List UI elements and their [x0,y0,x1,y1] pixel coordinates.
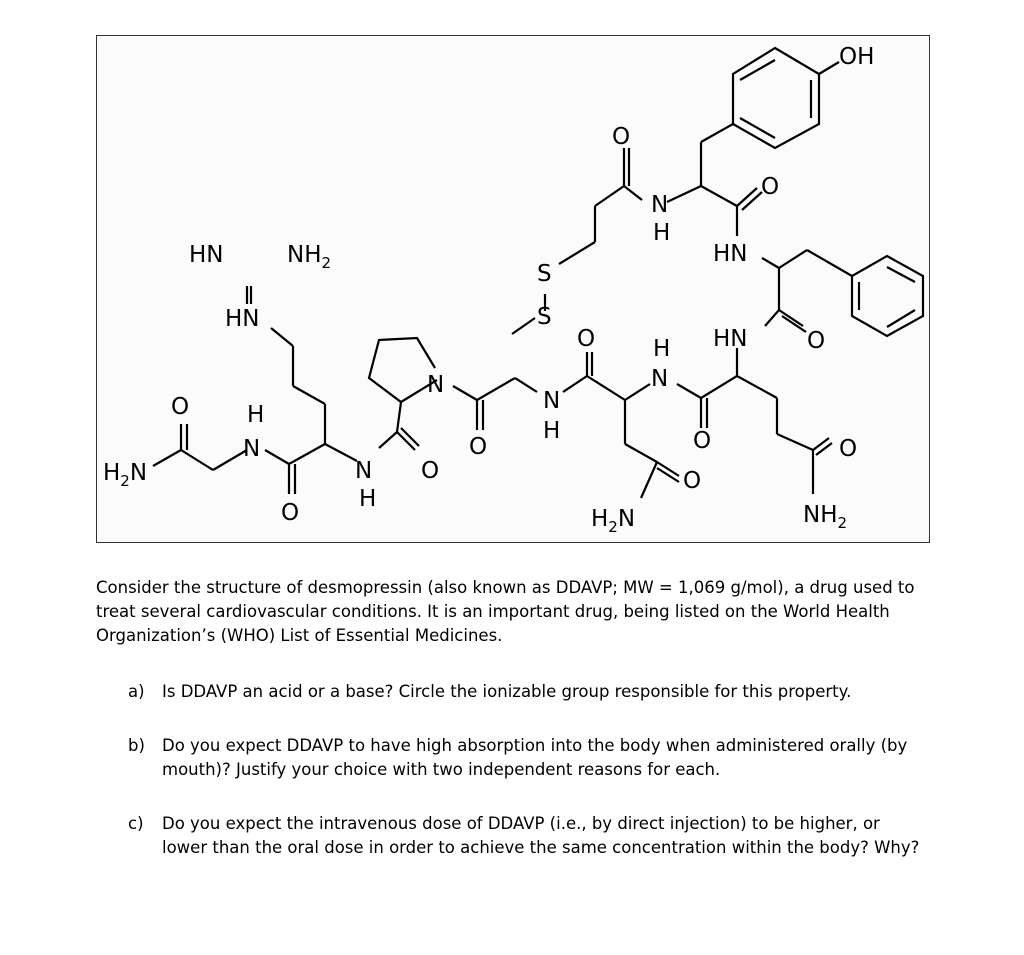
atom-label-h: H [653,220,671,246]
atom-label-o: O [469,434,488,460]
question-label: c) [128,814,144,833]
atom-label-h2n: $H_2N$ [591,506,636,536]
atom-label-n: N [427,372,445,398]
atom-label-oh: OH [839,44,875,70]
atom-label-h2n: $H_2N$ [103,460,148,490]
atom-label-o: O [683,468,702,494]
atom-label-hn: HN [189,242,224,268]
atom-label-nh2: $NH_2$ [803,502,848,532]
atom-label-o: O [761,174,780,200]
atom-label-s: S [537,304,552,330]
atom-label-hn: HN [225,306,260,332]
atom-label-o: O [612,124,631,150]
atom-label-o: O [839,436,858,462]
atom-label-o: O [281,500,300,526]
atom-label-n: N [543,388,561,414]
atom-labels [103,44,874,536]
question-label: b) [128,736,145,755]
atom-label-hn: HN [713,326,748,352]
atom-label-o: O [171,394,190,420]
atom-label-o: O [421,458,440,484]
atom-label-s: S [537,261,552,287]
atom-label-h: H [359,486,377,512]
structure-figure [96,35,930,543]
question-label: a) [128,682,145,701]
atom-label-o: O [577,326,596,352]
question-text: Do you expect the intravenous dose of DDAVP (i.e., by direct injection) to be higher, or lower than the oral dose in order to achieve the same concentration within the body? Why? [162,814,920,857]
atom-label-h: H [247,402,265,428]
atom-label-n: N [651,366,669,392]
atom-label-hn: HN [713,241,748,267]
question-text: Is DDAVP an acid or a base? Circle the ionizable group responsible for this property. [162,682,852,701]
atom-label-n: N [243,436,261,462]
atom-label-h: H [543,418,561,444]
atom-label-n: N [651,192,669,218]
atom-label-o: O [693,428,712,454]
atom-label-nh2: $NH_2$ [287,242,332,272]
question-text: Do you expect DDAVP to have high absorption into the body when administered orally (by mouth)? Justify your choice with two independent reasons for each. [162,736,908,779]
atom-label-h: H [653,336,671,362]
atom-label-n: N [355,458,373,484]
intro-paragraph: Consider the structure of desmopressin (also known as DDAVP; MW = 1,069 g/mol), a drug used to treat several cardiovascular conditions. It is an important drug, being listed on the World Health Organization’s (WHO) List of Essential Medicines. [96,578,915,645]
desmopressin-structure [97,36,931,544]
atom-label-o: O [807,328,826,354]
